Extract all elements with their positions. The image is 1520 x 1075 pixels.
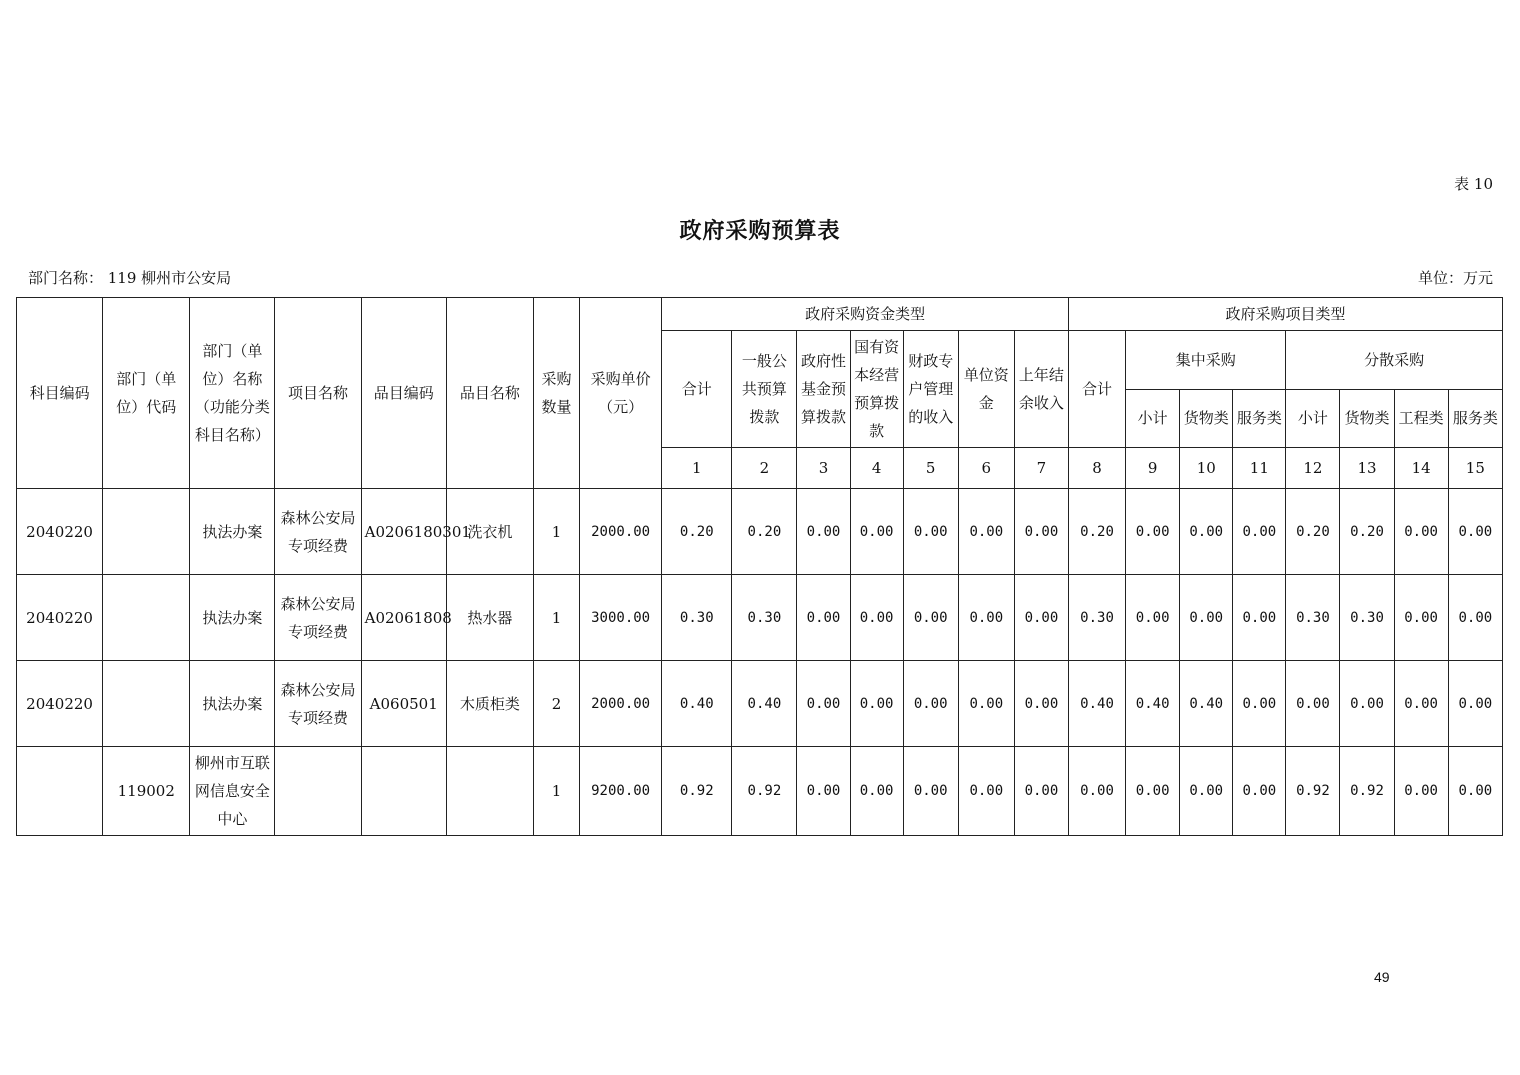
- amount-cell: 0.30: [732, 575, 797, 661]
- header-central-col: 服务类: [1233, 389, 1286, 448]
- subject-code-cell: [17, 747, 103, 836]
- amount-cell: 0.00: [958, 747, 1014, 836]
- amount-cell: 0.00: [797, 747, 850, 836]
- column-number: 7: [1014, 448, 1068, 489]
- amount-cell: 0.00: [958, 489, 1014, 575]
- subject-code-cell: 2040220: [17, 575, 103, 661]
- amount-cell: 0.00: [1180, 489, 1233, 575]
- amount-cell: 0.30: [1286, 575, 1340, 661]
- header-item-name: 品目名称: [446, 298, 533, 489]
- amount-cell: 0.30: [1340, 575, 1394, 661]
- amount-cell: 0.40: [1068, 661, 1125, 747]
- quantity-cell: 2: [533, 661, 579, 747]
- column-number: 3: [797, 448, 850, 489]
- item-code-cell: A0206180301: [361, 489, 446, 575]
- project-name-cell: [275, 747, 361, 836]
- header-dept-name: 部门（单位）名称（功能分类科目名称）: [190, 298, 275, 489]
- amount-cell: 0.00: [1180, 747, 1233, 836]
- column-number: 9: [1126, 448, 1180, 489]
- amount-cell: 0.40: [1126, 661, 1180, 747]
- column-number: 13: [1340, 448, 1394, 489]
- amount-cell: 0.00: [1448, 661, 1502, 747]
- project-name-cell: 森林公安局专项经费: [275, 489, 361, 575]
- dept-name-cell: 柳州市互联网信息安全中心: [190, 747, 275, 836]
- amount-cell: 0.00: [1394, 661, 1448, 747]
- dept-code-cell: 119002: [103, 747, 190, 836]
- table-number: 表 10: [1454, 175, 1493, 193]
- amount-cell: 0.00: [1394, 489, 1448, 575]
- column-number: 8: [1068, 448, 1125, 489]
- header-dispersed: 分散采购: [1286, 331, 1503, 390]
- column-number: 15: [1448, 448, 1502, 489]
- column-number: 11: [1233, 448, 1286, 489]
- table-row: [17, 575, 1503, 661]
- amount-cell: 0.00: [1233, 661, 1286, 747]
- amount-cell: 0.00: [1014, 489, 1068, 575]
- header-fund-col: 一般公共预算拨款: [732, 331, 797, 448]
- amount-cell: 0.00: [797, 489, 850, 575]
- header-fund-col: 单位资金: [958, 331, 1014, 448]
- header-fund-col: 国有资本经营预算拨款: [850, 331, 903, 448]
- dept-code-cell: [103, 489, 190, 575]
- unit-price-cell: 9200.00: [580, 747, 662, 836]
- column-number: 2: [732, 448, 797, 489]
- column-number: 4: [850, 448, 903, 489]
- table-row: [17, 489, 1503, 575]
- amount-cell: 0.00: [850, 489, 903, 575]
- amount-cell: 0.20: [1340, 489, 1394, 575]
- amount-cell: 0.92: [1340, 747, 1394, 836]
- amount-cell: 0.00: [1340, 661, 1394, 747]
- dept-code-cell: [103, 575, 190, 661]
- amount-cell: 0.30: [1068, 575, 1125, 661]
- amount-cell: 0.20: [662, 489, 732, 575]
- amount-cell: 0.00: [958, 661, 1014, 747]
- unit-label: 单位：万元: [1417, 269, 1493, 287]
- amount-cell: 0.00: [850, 575, 903, 661]
- amount-cell: 0.92: [732, 747, 797, 836]
- amount-cell: 0.92: [662, 747, 732, 836]
- header-unit-price: 采购单价（元）: [580, 298, 662, 489]
- item-code-cell: [361, 747, 446, 836]
- header-central-col: 货物类: [1180, 389, 1233, 448]
- item-name-cell: 洗衣机: [446, 489, 533, 575]
- page-number: 49: [1374, 969, 1390, 985]
- dept-name-cell: 执法办案: [190, 661, 275, 747]
- amount-cell: 0.00: [958, 575, 1014, 661]
- amount-cell: 0.00: [1126, 489, 1180, 575]
- amount-cell: 0.00: [1448, 489, 1502, 575]
- quantity-cell: 1: [533, 489, 579, 575]
- amount-cell: 0.40: [732, 661, 797, 747]
- amount-cell: 0.00: [850, 661, 903, 747]
- header-fund-col: 财政专户管理的收入: [903, 331, 958, 448]
- amount-cell: 0.00: [903, 575, 958, 661]
- amount-cell: 0.00: [1286, 661, 1340, 747]
- project-name-cell: 森林公安局专项经费: [275, 661, 361, 747]
- dept-name-cell: 执法办案: [190, 575, 275, 661]
- amount-cell: 0.30: [662, 575, 732, 661]
- unit-price-cell: 2000.00: [580, 661, 662, 747]
- column-number: 12: [1286, 448, 1340, 489]
- amount-cell: 0.00: [850, 747, 903, 836]
- table-row: [17, 747, 1503, 836]
- amount-cell: 0.00: [1126, 747, 1180, 836]
- table-row: [17, 661, 1503, 747]
- amount-cell: 0.00: [1014, 661, 1068, 747]
- column-number: 1: [662, 448, 732, 489]
- item-name-cell: 热水器: [446, 575, 533, 661]
- amount-cell: 0.40: [1180, 661, 1233, 747]
- amount-cell: 0.00: [1014, 575, 1068, 661]
- amount-cell: 0.00: [903, 661, 958, 747]
- amount-cell: 0.00: [1394, 747, 1448, 836]
- subject-code-cell: 2040220: [17, 489, 103, 575]
- subject-code-cell: 2040220: [17, 661, 103, 747]
- unit-price-cell: 3000.00: [580, 575, 662, 661]
- amount-cell: 0.92: [1286, 747, 1340, 836]
- amount-cell: 0.00: [903, 489, 958, 575]
- item-code-cell: A060501: [361, 661, 446, 747]
- column-number: 6: [958, 448, 1014, 489]
- header-fund-col: 上年结余收入: [1014, 331, 1068, 448]
- amount-cell: 0.20: [1286, 489, 1340, 575]
- procurement-budget-table: [16, 297, 1503, 836]
- header-dispersed-col: 服务类: [1448, 389, 1502, 448]
- header-central-col: 小计: [1126, 389, 1180, 448]
- department-label: 部门名称： 119 柳州市公安局: [28, 269, 232, 287]
- amount-cell: 0.40: [662, 661, 732, 747]
- amount-cell: 0.00: [1233, 747, 1286, 836]
- quantity-cell: 1: [533, 747, 579, 836]
- quantity-cell: 1: [533, 575, 579, 661]
- header-dispersed-col: 工程类: [1394, 389, 1448, 448]
- unit-price-cell: 2000.00: [580, 489, 662, 575]
- header-project-name: 项目名称: [275, 298, 361, 489]
- header-fund-col: 合计: [662, 331, 732, 448]
- column-number: 5: [903, 448, 958, 489]
- amount-cell: 0.00: [797, 575, 850, 661]
- amount-cell: 0.20: [1068, 489, 1125, 575]
- amount-cell: 0.00: [1126, 575, 1180, 661]
- header-fund-col: 政府性基金预算拨款: [797, 331, 850, 448]
- item-code-cell: A02061808: [361, 575, 446, 661]
- header-central: 集中采购: [1126, 331, 1286, 390]
- amount-cell: 0.20: [732, 489, 797, 575]
- amount-cell: 0.00: [1394, 575, 1448, 661]
- item-name-cell: 木质柜类: [446, 661, 533, 747]
- header-item-code: 品目编码: [361, 298, 446, 489]
- page-title: 政府采购预算表: [679, 218, 841, 244]
- header-project-total: 合计: [1068, 331, 1125, 448]
- amount-cell: 0.00: [1180, 575, 1233, 661]
- amount-cell: 0.00: [1233, 489, 1286, 575]
- amount-cell: 0.00: [1068, 747, 1125, 836]
- header-dispersed-col: 货物类: [1340, 389, 1394, 448]
- header-dispersed-col: 小计: [1286, 389, 1340, 448]
- item-name-cell: [446, 747, 533, 836]
- amount-cell: 0.00: [1014, 747, 1068, 836]
- amount-cell: 0.00: [903, 747, 958, 836]
- dept-name-cell: 执法办案: [190, 489, 275, 575]
- amount-cell: 0.00: [1448, 575, 1502, 661]
- amount-cell: 0.00: [1233, 575, 1286, 661]
- header-quantity: 采购数量: [533, 298, 579, 489]
- amount-cell: 0.00: [1448, 747, 1502, 836]
- dept-code-cell: [103, 661, 190, 747]
- column-number: 14: [1394, 448, 1448, 489]
- project-name-cell: 森林公安局专项经费: [275, 575, 361, 661]
- header-dept-code: 部门（单位）代码: [103, 298, 190, 489]
- header-subject-code: 科目编码: [17, 298, 103, 489]
- header-fund-type: 政府采购资金类型: [662, 298, 1069, 331]
- amount-cell: 0.00: [797, 661, 850, 747]
- column-number: 10: [1180, 448, 1233, 489]
- header-project-type: 政府采购项目类型: [1068, 298, 1502, 331]
